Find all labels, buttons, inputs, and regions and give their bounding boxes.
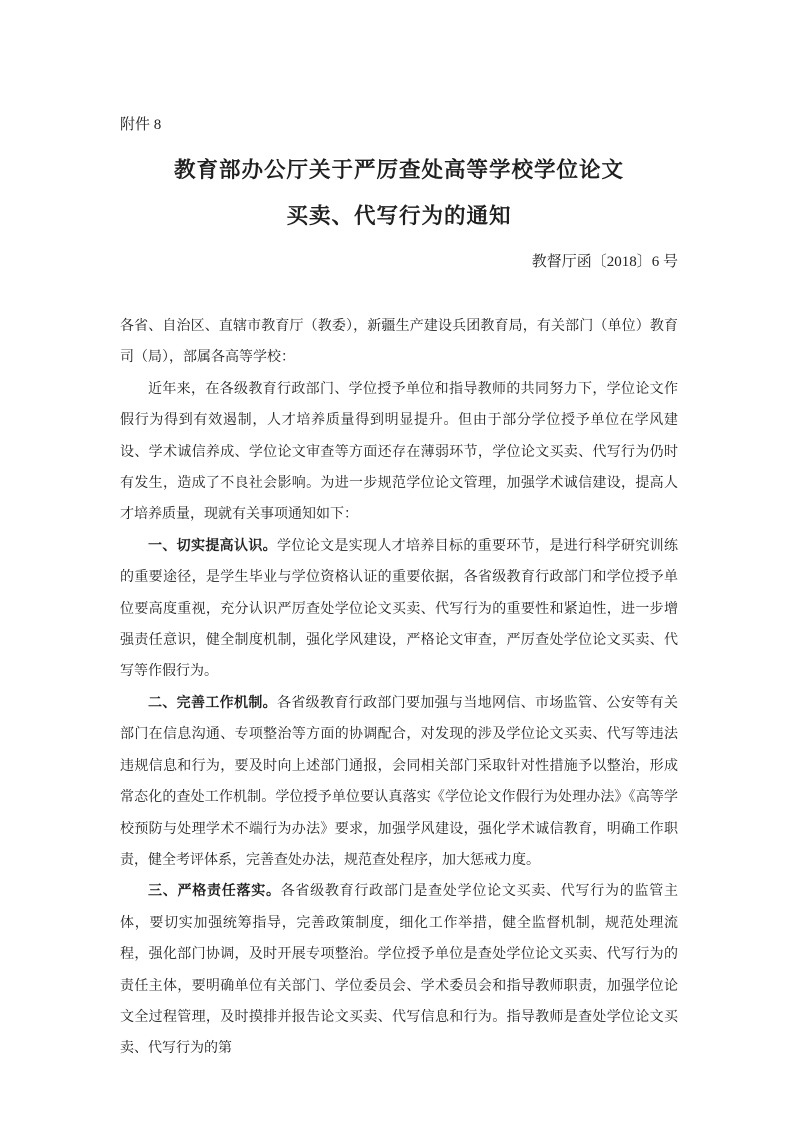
intro-paragraph (120, 374, 678, 531)
document-body (120, 311, 678, 1065)
document-title-line-2: 买卖、代写行为的通知 (286, 204, 512, 228)
document-title (120, 147, 678, 239)
intro-text: 近年来，在各级教育行政部门、学位授予单位和指导教师的共同努力下，学位论文作假行为得到有效遏制，人才培养质量得到明显提升。但由于部分学位授予单位在学风建设、学术诚信养成、学位论文审查等方面还存在薄弱环节，学位论文买卖、代写行为仍时有发生，造成了不良社会影响。为进一步规范学位论文管理，加强学术诚信建设，提高人才培养质量，现就有关事项通知如下： (120, 381, 678, 523)
section-paragraph-3 (120, 876, 678, 1064)
addressee-text: 各省、自治区、直辖市教育厅（教委），新疆生产建设兵团教育局，有关部门（单位）教育司（局），部属各高等学校： (120, 319, 678, 366)
attachment-label: 附件 8 (120, 117, 162, 133)
document-number: 教督厅函〔2018〕6 号 (531, 254, 678, 270)
section-1-text: 学位论文是实现人才培养目标的重要环节，是进行科学研究训练的重要途径，是学生毕业与学位资格认证的重要依据，各省级教育行政部门和学位授予单位要高度重视，充分认识严厉查处学位论文买卖、代写行为的重要性和紧迫性，进一步增强责任意识，健全制度机制，强化学风建设，严格论文审查，严厉查处学位论文买卖、代写等作假行为。 (120, 538, 678, 680)
section-paragraph-2 (120, 688, 678, 876)
section-3-text: 各省级教育行政部门是查处学位论文买卖、代写行为的监管主体，要切实加强统筹指导，完善政策制度，细化工作举措，健全监督机制，规范处理流程，强化部门协调，及时开展专项整治。学位授予单位是查处学位论文买卖、代写行为的责任主体，要明确单位有关部门、学位委员会、学术委员会和指导教师职责，加强学位论文全过程管理，及时摸排并报告论文买卖、代写信息和行为。指导教师是查处学位论文买卖、代写行为的第 (120, 884, 679, 1057)
section-paragraph-1 (120, 531, 678, 688)
section-2-text: 各省级教育行政部门要加强与当地网信、市场监管、公安等有关部门在信息沟通、专项整治等方面的协调配合，对发现的涉及学位论文买卖、代写等违法违规信息和行为，要及时向上述部门通报，会同相关部门采取针对性措施予以整治，形成常态化的查处工作机制。学位授予单位要认真落实《学位论文作假行为处理办法》《高等学校预防与处理学术不端行为办法》要求，加强学风建设，强化学术诚信教育，明确工作职责，健全考评体系，完善查处办法，规范查处程序，加大惩戒力度。 (120, 695, 678, 868)
section-1-heading: 一、切实提高认识。 (148, 538, 277, 554)
section-2-heading: 二、完善工作机制。 (148, 695, 277, 711)
document-title-line-1: 教育部办公厅关于严厉查处高等学校学位论文 (173, 158, 624, 182)
section-3-heading: 三、严格责任落实。 (148, 884, 281, 900)
addressee-paragraph (120, 311, 678, 374)
